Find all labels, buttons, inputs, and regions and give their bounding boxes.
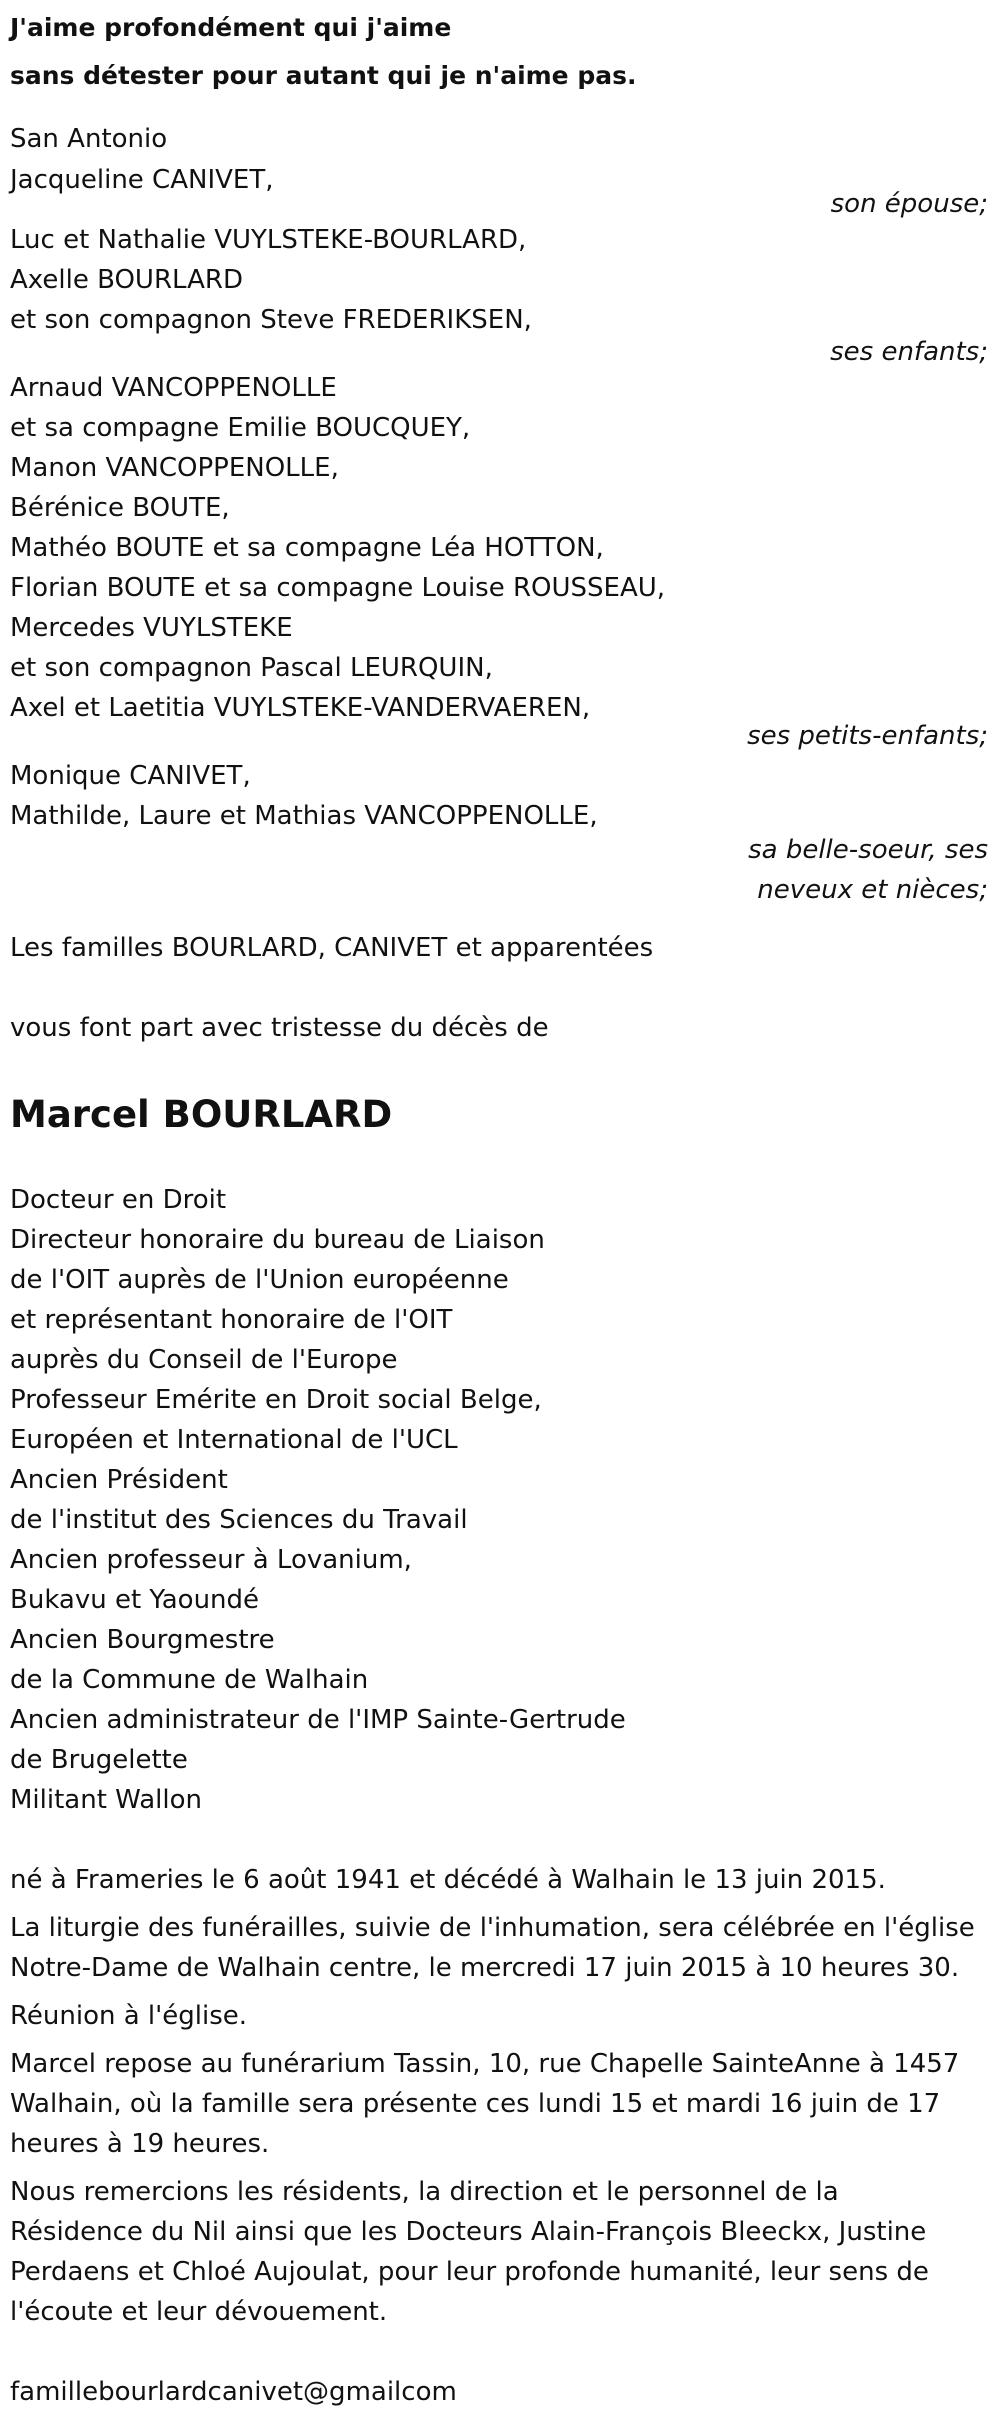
paragraph-line: Nous remercions les résidents, la direction et le personnel de la: [10, 2177, 839, 2207]
family-name-line: Monique CANIVET,: [10, 761, 251, 791]
title-line: Ancien administrateur de l'IMP Sainte-Gertrude: [10, 1705, 626, 1735]
epigraph-line: J'aime profondément qui j'aime: [10, 13, 452, 42]
family-name-line: et son compagnon Pascal LEURQUIN,: [10, 653, 493, 683]
epigraph-author: San Antonio: [10, 124, 168, 154]
paragraph-line: Walhain, où la famille sera présente ces lundi 15 et mardi 16 juin de 17: [10, 2089, 941, 2119]
family-name-line: Mathéo BOUTE et sa compagne Léa HOTTON,: [10, 533, 604, 563]
family-name-line: Florian BOUTE et sa compagne Louise ROUSSEAU,: [10, 573, 666, 603]
title-line: Militant Wallon: [10, 1785, 202, 1815]
title-line: Ancien Bourgmestre: [10, 1625, 275, 1655]
title-line: et représentant honoraire de l'OIT: [10, 1305, 453, 1335]
title-line: Docteur en Droit: [10, 1185, 227, 1215]
title-line: Européen et International de l'UCL: [10, 1425, 458, 1455]
family-group-spouse: [10, 160, 988, 224]
title-line: de l'institut des Sciences du Travail: [10, 1505, 468, 1535]
extended-families: Les familles BOURLARD, CANIVET et apparentées: [10, 933, 654, 963]
paragraph-line: Marcel repose au funérarium Tassin, 10, rue Chapelle SainteAnne à 1457: [10, 2049, 960, 2079]
family-names: [10, 220, 988, 340]
title-line: Ancien professeur à Lovanium,: [10, 1545, 412, 1575]
epigraph-quote: [10, 4, 988, 100]
family-name-line: Mathilde, Laure et Mathias VANCOPPENOLLE,: [10, 801, 598, 831]
relation-line: ses petits-enfants;: [747, 721, 988, 751]
funeral-liturgy-paragraph: [10, 1908, 988, 1988]
paragraph-line: l'écoute et leur dévouement.: [10, 2297, 388, 2327]
announcement-text: vous font part avec tristesse du décès de: [10, 1013, 549, 1043]
family-name-line: Mercedes VUYLSTEKE: [10, 613, 293, 643]
thanks-paragraph: [10, 2172, 988, 2332]
title-line: Ancien Président: [10, 1465, 228, 1495]
birth-death-dates: né à Frameries le 6 août 1941 et décédé à Walhain le 13 juin 2015.: [10, 1865, 886, 1895]
family-name-line: Axel et Laetitia VUYLSTEKE-VANDERVAEREN,: [10, 693, 591, 723]
family-name-line: et son compagnon Steve FREDERIKSEN,: [10, 305, 532, 335]
family-name-line: Arnaud VANCOPPENOLLE: [10, 373, 337, 403]
deceased-name: Marcel BOURLARD: [10, 1093, 393, 1136]
paragraph-line: Réunion à l'église.: [10, 2001, 248, 2031]
family-group-grandchildren: [10, 368, 988, 756]
epigraph-line: sans détester pour autant qui je n'aime pas.: [10, 61, 637, 90]
obituary-notice: [10, 0, 988, 2412]
title-line: Professeur Emérite en Droit social Belge,: [10, 1385, 542, 1415]
family-names: [10, 756, 988, 836]
relation-line: neveux et nièces;: [757, 875, 988, 905]
family-name-line: Luc et Nathalie VUYLSTEKE-BOURLARD,: [10, 225, 527, 255]
deceased-titles: [10, 1180, 988, 1820]
family-name-line: et sa compagne Emilie BOUCQUEY,: [10, 413, 471, 443]
title-line: de l'OIT auprès de l'Union européenne: [10, 1265, 509, 1295]
title-line: de Brugelette: [10, 1745, 188, 1775]
family-group-extended: [10, 756, 988, 910]
paragraph-line: Résidence du Nil ainsi que les Docteurs Alain-François Bleeckx, Justine: [10, 2217, 927, 2247]
family-name-line: Bérénice BOUTE,: [10, 493, 230, 523]
title-line: Directeur honoraire du bureau de Liaison: [10, 1225, 545, 1255]
family-name-line: Jacqueline CANIVET,: [10, 165, 274, 195]
relation-line: ses enfants;: [830, 337, 988, 367]
paragraph-line: Notre-Dame de Walhain centre, le mercredi 17 juin 2015 à 10 heures 30.: [10, 1953, 960, 1983]
family-relation: [10, 830, 988, 910]
title-line: auprès du Conseil de l'Europe: [10, 1345, 398, 1375]
family-group-children: [10, 220, 988, 372]
title-line: de la Commune de Walhain: [10, 1665, 369, 1695]
family-name-line: Axelle BOURLARD: [10, 265, 243, 295]
family-names: [10, 368, 988, 728]
relation-line: sa belle-soeur, ses: [748, 835, 988, 865]
family-name-line: Manon VANCOPPENOLLE,: [10, 453, 339, 483]
paragraph-line: Perdaens et Chloé Aujoulat, pour leur profonde humanité, leur sens de: [10, 2257, 929, 2287]
title-line: Bukavu et Yaoundé: [10, 1585, 260, 1615]
paragraph-line: La liturgie des funérailles, suivie de l'inhumation, sera célébrée en l'église: [10, 1913, 975, 1943]
relation-line: son épouse;: [830, 189, 988, 219]
meeting-paragraph: [10, 1996, 988, 2036]
paragraph-line: heures à 19 heures.: [10, 2129, 270, 2159]
contact-email[interactable]: famillebourlardcanivet@gmailcom: [10, 2377, 457, 2407]
funeral-home-paragraph: [10, 2044, 988, 2164]
